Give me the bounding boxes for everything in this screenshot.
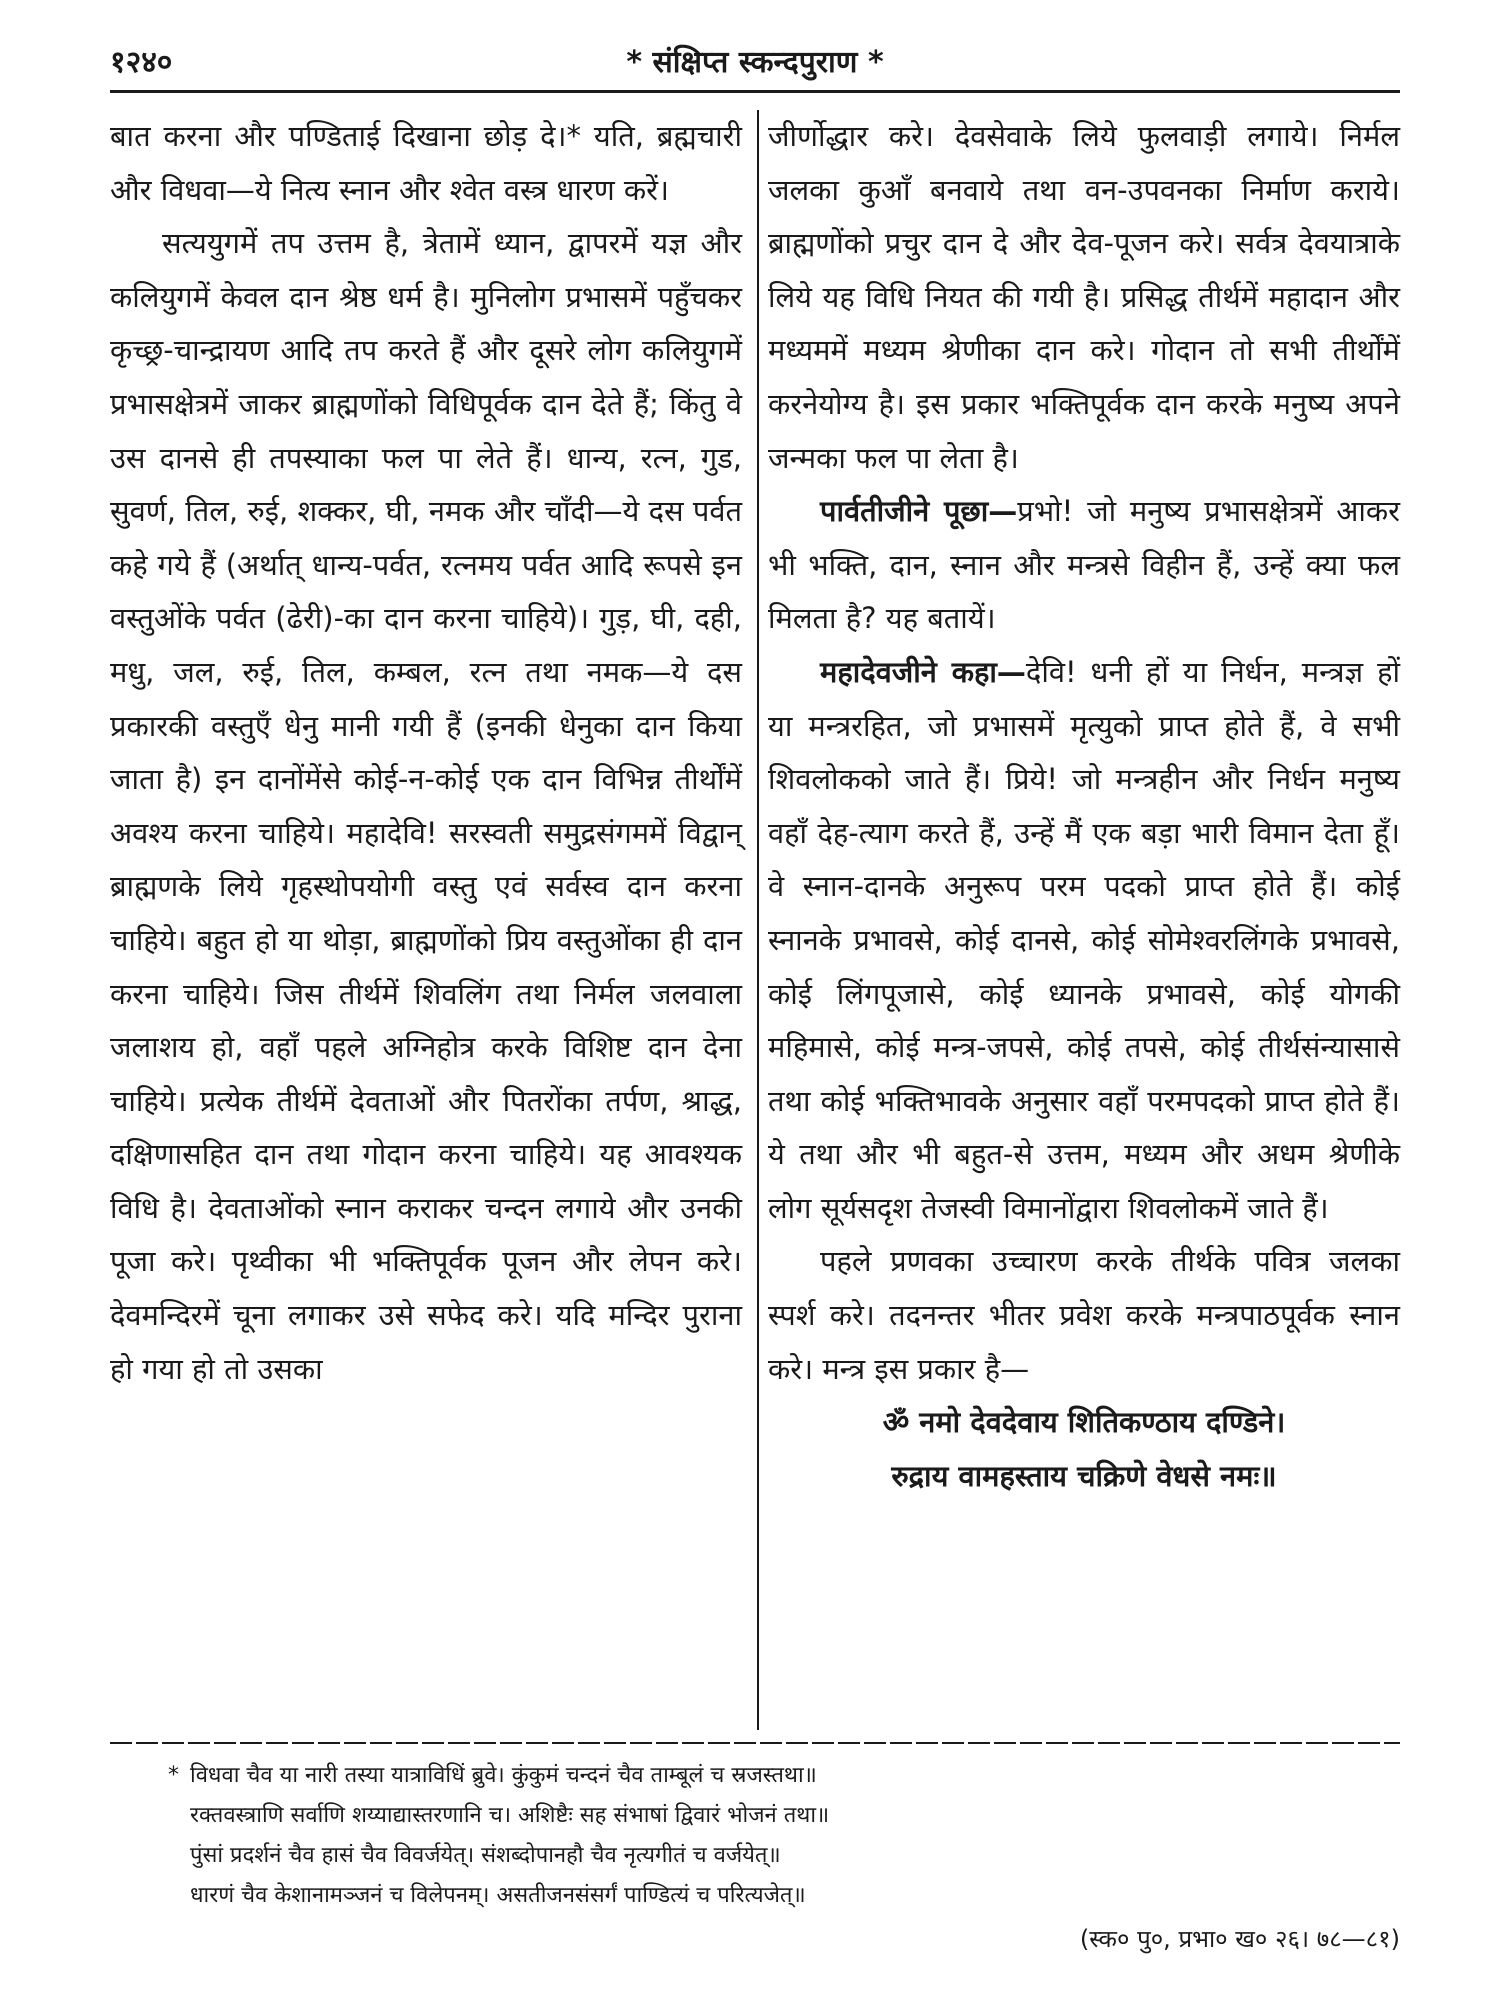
footnote-verse-3: पुंसां प्रदर्शनं चैव हासं चैव विवर्जयेत्। संशब्दोपानहौ चैव नृत्यगीतं च वर्जयेत्॥	[190, 1843, 781, 1868]
right-paragraph-4: पहले प्रणवका उच्चारण करके तीर्थके पवित्र जलका स्पर्श करे। तदनन्तर भीतर प्रवेश करके मन्त्रपाठपूर्वक स्नान करे। मन्त्र इस प्रकार है—	[768, 1244, 1400, 1386]
footnote-verse-2: रक्तवस्त्राणि सर्वाणि शय्याद्यास्तरणानि च। अशिष्टैः सह संभाषां द्विवारं भोजनं तथा॥	[190, 1803, 830, 1828]
column-divider	[757, 110, 759, 1730]
footnote-verse-1: विधवा चैव या नारी तस्या यात्राविधिं ब्रुवे। कुंकुमं चन्दनं चैव ताम्बूलं च स्रजस्तथा॥	[190, 1763, 817, 1788]
right-paragraph-3	[768, 646, 1400, 1236]
left-paragraph-2: सत्ययुगमें तप उत्तम है, त्रेतामें ध्यान, द्वापरमें यज्ञ और कलियुगमें केवल दान श्रेष्ठ धर्म है। मुनिलोग प्रभासमें पहुँचकर कृच्छ्र-चान्द्रायण आदि तप करते हैं और दूसरे लोग कलियुगमें प्रभासक्षेत्रमें जाकर ब्राह्मणोंको विधिपूर्वक दान देते हैं; किंतु वे उस दानसे ही तपस्याका फल पा लेते हैं। धान्य, रत्न, गुड, सुवर्ण, तिल, रुई, शक्कर, घी, नमक और चाँदी—ये दस पर्वत कहे गये हैं (अर्थात् धान्य-पर्वत, रत्नमय पर्वत आदि रूपसे इन वस्तुओंके पर्वत (ढेरी)-का दान करना चाहिये)। गुड़, घी, दही, मधु, जल, रुई, तिल, कम्बल, रत्न तथा नमक—ये दस प्रकारकी वस्तुएँ धेनु मानी गयी हैं (इनकी धेनुका दान किया जाता है) इन दानोंमेंसे कोई-न-कोई एक दान विभिन्न तीर्थोंमें अवश्य करना चाहिये। महादेवि! सरस्वती समुद्रसंगममें विद्वान् ब्राह्मणके लिये गृहस्थोपयोगी वस्तु एवं सर्वस्व दान करना चाहिये। बहुत हो या थोड़ा, ब्राह्मणोंको प्रिय वस्तुओंका ही दान करना चाहिये। जिस तीर्थमें शिवलिंग तथा निर्मल जलवाला जलाशय हो, वहाँ पहले अग्निहोत्र करके विशिष्ट दान देना चाहिये। प्रत्येक तीर्थमें देवताओं और पितरोंका तर्पण, श्राद्ध, दक्षिणासहित दान तथा गोदान करना चाहिये। यह आवश्यक विधि है। देवताओंको स्नान कराकर चन्दन लगाये और उनकी पूजा करे। पृथ्वीका भी भक्तिपूर्वक पूजन और लेपन करे। देवमन्दिरमें चूना लगाकर उसे सफेद करे। यदि मन्दिर पुराना हो गया हो तो उसका	[110, 226, 742, 1386]
footnote-verse-4: धारणं चैव केशानामञ्जनं च विलेपनम्। असतीजनसंसर्गं पाण्डित्यं च परित्यजेत्॥	[190, 1883, 806, 1908]
footnote-reference: (स्क० पु०, प्रभा० ख० २६। ७८—८१)	[1079, 1925, 1400, 1953]
right-column	[768, 110, 1400, 1730]
mantra-line-2: रुद्राय वामहस्ताय चक्रिणे वेधसे नमः॥	[891, 1458, 1277, 1493]
parvati-question: प्रभो! जो मनुष्य प्रभासक्षेत्रमें आकर भी भक्ति, दान, स्नान और मन्त्रसे विहीन हैं, उन्हें क्या फल मिलता है? यह बतायें।	[768, 494, 1400, 636]
page-header	[110, 36, 1400, 86]
right-paragraph-2	[768, 485, 1400, 646]
page-number: १२४०	[110, 45, 173, 80]
running-title: * संक्षिप्त स्कन्दपुराण *	[626, 45, 884, 80]
footnote	[168, 1756, 1400, 1916]
mantra-line-1: ॐ नमो देवदेवाय शितिकण्ठाय दण्डिने।	[882, 1405, 1286, 1440]
left-paragraph-1: बात करना और पण्डिताई दिखाना छोड़ दे।* यति, ब्रह्मचारी और विधवा—ये नित्य स्नान और श्वेत वस्त्र धारण करें।	[110, 119, 742, 207]
speaker-parvati: पार्वतीजीने पूछा—	[820, 494, 1018, 529]
left-column	[110, 110, 742, 1730]
footnote-rule	[110, 1742, 1400, 1744]
right-paragraph-1: जीर्णोद्धार करे। देवसेवाके लिये फुलवाड़ी लगाये। निर्मल जलका कुआँ बनवाये तथा वन-उपवनका निर्माण कराये। ब्राह्मणोंको प्रचुर दान दे और देव-पूजन करे। सर्वत्र देवयात्राके लिये यह विधि नियत की गयी है। प्रसिद्ध तीर्थमें महादान और मध्यममें मध्यम श्रेणीका दान करे। गोदान तो सभी तीर्थोंमें करनेयोग्य है। इस प्रकार भक्तिपूर्वक दान करके मनुष्य अपने जन्मका फल पा लेता है।	[768, 119, 1400, 475]
header-rule	[110, 90, 1400, 93]
footnote-marker: *	[168, 1763, 179, 1788]
speaker-mahadev: महादेवजीने कहा—	[820, 654, 1026, 689]
mahadev-answer: देवि! धनी हों या निर्धन, मन्त्रज्ञ हों या मन्त्ररहित, जो प्रभासमें मृत्युको प्राप्त होते हैं, वे सभी शिवलोकको जाते हैं। प्रिये! जो मन्त्रहीन और निर्धन मनुष्य वहाँ देह-त्याग करते हैं, उन्हें मैं एक बड़ा भारी विमान देता हूँ। वे स्नान-दानके अनुरूप परम पदको प्राप्त होते हैं। कोई स्नानके प्रभावसे, कोई दानसे, कोई सोमेश्वरलिंगके प्रभावसे, कोई लिंगपूजासे, कोई ध्यानके प्रभावसे, कोई योगकी महिमासे, कोई मन्त्र-जपसे, कोई तपसे, कोई तीर्थसंन्यासासे तथा कोई भक्तिभावके अनुसार वहाँ परमपदको प्राप्त होते हैं। ये तथा और भी बहुत-से उत्तम, मध्यम और अधम श्रेणीके लोग सूर्यसदृश तेजस्वी विमानोंद्वारा शिवलोकमें जाते हैं।	[768, 654, 1400, 1225]
